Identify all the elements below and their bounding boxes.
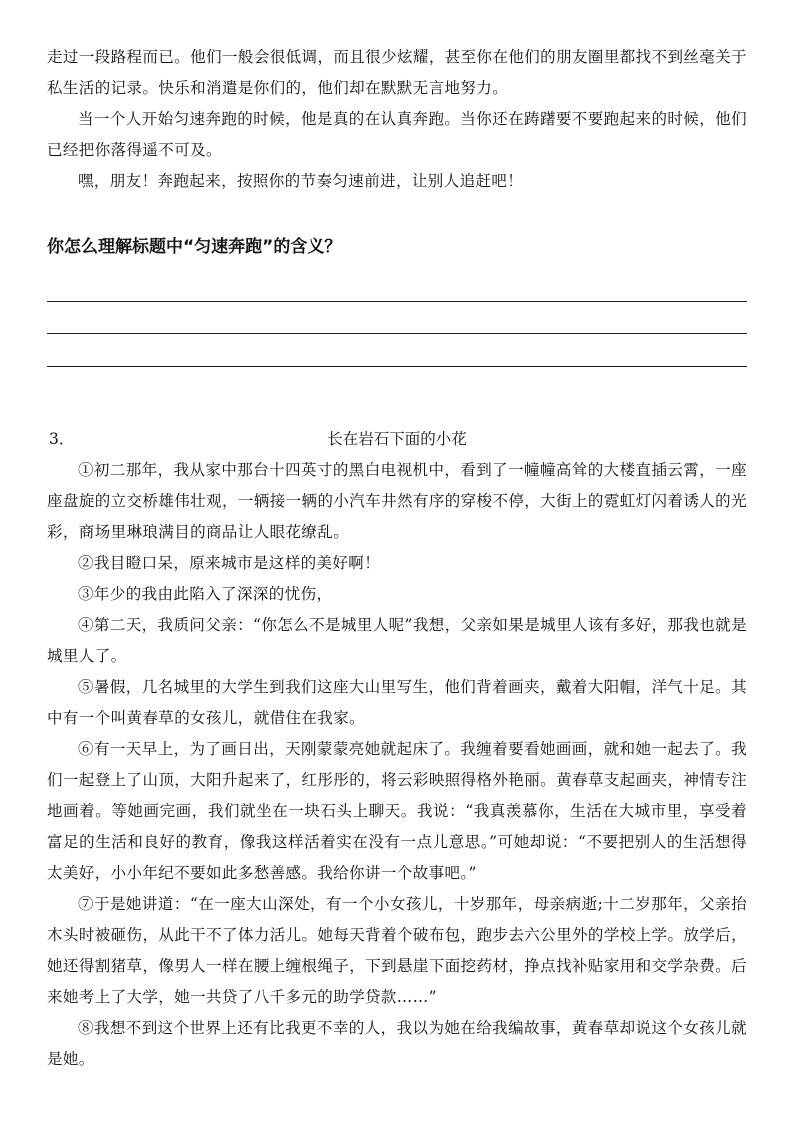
- question-title: 你怎么理解标题中“匀速奔跑”的含义？: [47, 237, 342, 257]
- continuation-paragraph-3: 嘿，朋友！奔跑起来，按照你的节奏匀速前进，让别人追赶吧！: [78, 172, 524, 190]
- continuation-paragraph-2: 当一个人开始匀速奔跑的时候，他是真的在认真奔跑。当你还在踌躇要不要跑起来的时候，他们已经把你落得遥不可及。: [47, 110, 747, 159]
- answer-line-3[interactable]: [47, 366, 747, 367]
- story-paragraph-3: ③年少的我由此陷入了深深的忧伤，: [78, 585, 333, 603]
- story-paragraph-4: ④第二天，我质问父亲：“你怎么不是城里人呢”我想，父亲如果是城里人该有多好，那我也就是城里人了。: [47, 616, 747, 665]
- section-number: 3．: [49, 430, 75, 448]
- story-title: 长在岩石下面的小花: [327, 430, 467, 448]
- answer-line-2[interactable]: [47, 333, 747, 334]
- story-paragraph-1: ①初二那年，我从家中那台十四英寸的黑白电视机中，看到了一幢幢高耸的大楼直插云霄，一座座盘旋的立交桥雄伟壮观，一辆接一辆的小汽车井然有序的穿梭不停，大街上的霓虹灯闪着诱人的光彩，商场里琳琅满目的商品让人眼花缭乱。: [47, 461, 747, 541]
- story-paragraph-7: ⑦于是她讲道：“在一座大山深处，有一个小女孩儿，十岁那年，母亲病逝;十二岁那年，父亲抬木头时被砸伤，从此干不了体力活儿。她每天背着个破布包，跑步去六公里外的学校上学。放学后，她还得割猪草，像男人一样在腰上缠根绳子，下到悬崖下面挖药材，挣点找补贴家用和交学杂费。后来她考上了大学，她一共贷了八千多元的助学贷款……”: [47, 895, 747, 1006]
- answer-line-1[interactable]: [47, 301, 747, 302]
- continuation-paragraph-1: 走过一段路程而已。他们一般会很低调，而且很少炫耀，甚至你在他们的朋友圈里都找不到丝毫关于私生活的记录。快乐和消遣是你们的，他们却在默默无言地努力。: [47, 48, 747, 97]
- story-paragraph-8: ⑧我想不到这个世界上还有比我更不幸的人，我以为她在给我编故事，黄春草却说这个女孩儿就是她。: [47, 1019, 747, 1068]
- story-paragraph-2: ②我目瞪口呆，原来城市是这样的美好啊！: [78, 554, 381, 572]
- story-paragraph-6: ⑥有一天早上，为了画日出，天刚蒙蒙亮她就起床了。我缠着要看她画画，就和她一起去了。我们一起登上了山顶，大阳升起来了，红彤彤的，将云彩映照得格外艳丽。黄春草支起画夹，神情专注地画着。等她画完画，我们就坐在一块石头上聊天。我说：“我真羡慕你，生活在大城市里，享受着富足的生活和良好的教育，像我这样活着实在没有一点儿意思。”可她却说：“不要把别人的生活想得太美好，小小年纪不要如此多愁善感。我给你讲一个故事吧。”: [47, 740, 747, 882]
- story-paragraph-5: ⑤暑假，几名城里的大学生到我们这座大山里写生，他们背着画夹，戴着大阳帽，洋气十足。其中有一个叫黄春草的女孩儿，就借住在我家。: [47, 678, 747, 727]
